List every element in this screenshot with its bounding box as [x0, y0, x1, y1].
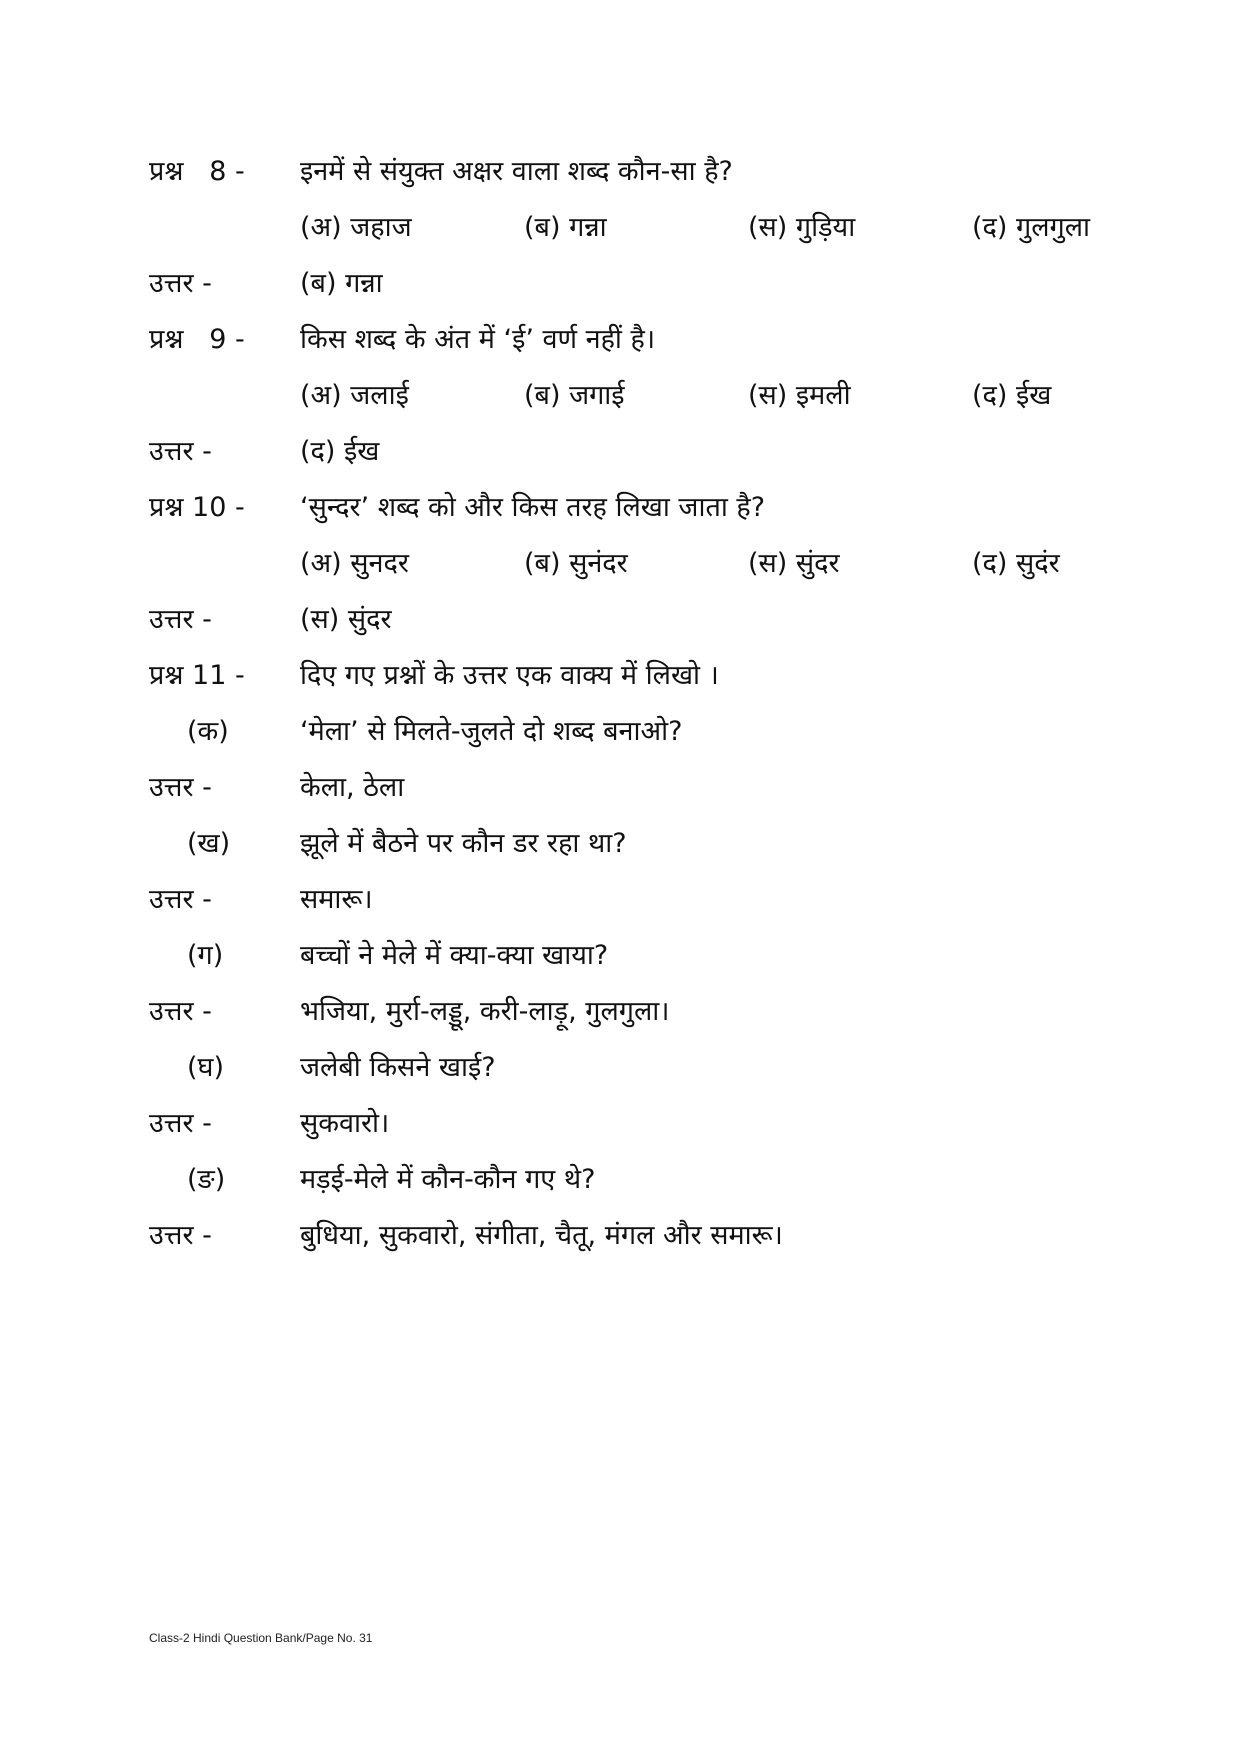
sub-question-text: ‘मेला’ से मिलते-जुलते दो शब्द बनाओ? — [300, 716, 683, 747]
question-text: इनमें से संयुक्त अक्षर वाला शब्द कौन-सा है? — [300, 156, 733, 187]
answer-text: भजिया, मुर्रा-लड्डू, करी-लाड़ू, गुलगुला। — [300, 996, 670, 1027]
option: (ब) सुनंदर — [524, 548, 628, 579]
sub-question-text: जलेबी किसने खाई? — [300, 1052, 496, 1083]
option: (अ) सुनदर — [300, 548, 409, 579]
sub-question-marker: (क) — [187, 716, 229, 747]
answer-text: बुधिया, सुकवारो, संगीता, चैतू, मंगल और समारू। — [300, 1220, 783, 1251]
question-label: प्रश्न 10 - — [149, 492, 245, 523]
answer-text: (द) ईख — [300, 436, 380, 467]
question-label: प्रश्न 9 - — [149, 324, 245, 355]
option: (अ) जलाई — [300, 380, 409, 411]
option: (द) गुलगुला — [972, 212, 1090, 243]
option: (स) सुंदर — [748, 548, 840, 579]
sub-question-marker: (ङ) — [187, 1164, 226, 1195]
answer-text: (ब) गन्ना — [300, 268, 383, 299]
answer-label: उत्तर - — [149, 436, 212, 467]
option: (द) ईख — [972, 380, 1052, 411]
question-text: ‘सुन्दर’ शब्द को और किस तरह लिखा जाता है? — [300, 492, 766, 523]
sub-question-marker: (घ) — [187, 1052, 225, 1083]
answer-label: उत्तर - — [149, 1108, 212, 1139]
option: (स) गुड़िया — [748, 212, 856, 243]
sub-question-marker: (ख) — [187, 828, 231, 859]
question-text: किस शब्द के अंत में ‘ई’ वर्ण नहीं है। — [300, 324, 656, 355]
question-label: प्रश्न 11 - — [149, 660, 245, 691]
answer-text: केला, ठेला — [300, 772, 405, 803]
answer-text: (स) सुंदर — [300, 604, 392, 635]
sub-question-text: बच्चों ने मेले में क्या-क्या खाया? — [300, 940, 609, 971]
page-footer: Class-2 Hindi Question Bank/Page No. 31 — [149, 1631, 373, 1645]
option: (द) सुदंर — [972, 548, 1060, 579]
answer-text: सुकवारो। — [300, 1108, 390, 1139]
question-text: दिए गए प्रश्नों के उत्तर एक वाक्य में लिखो । — [300, 660, 719, 691]
sub-question-text: मड़ई-मेले में कौन-कौन गए थे? — [300, 1164, 596, 1195]
sub-question-marker: (ग) — [187, 940, 224, 971]
answer-text: समारू। — [300, 884, 373, 915]
answer-label: उत्तर - — [149, 884, 212, 915]
option: (स) इमली — [748, 380, 851, 411]
answer-label: उत्तर - — [149, 268, 212, 299]
answer-label: उत्तर - — [149, 996, 212, 1027]
option: (अ) जहाज — [300, 212, 412, 243]
answer-label: उत्तर - — [149, 772, 212, 803]
sub-question-text: झूले में बैठने पर कौन डर रहा था? — [300, 828, 627, 859]
option: (ब) गन्ना — [524, 212, 607, 243]
answer-label: उत्तर - — [149, 604, 212, 635]
option: (ब) जगाई — [524, 380, 625, 411]
question-label: प्रश्न 8 - — [149, 156, 245, 187]
answer-label: उत्तर - — [149, 1220, 212, 1251]
